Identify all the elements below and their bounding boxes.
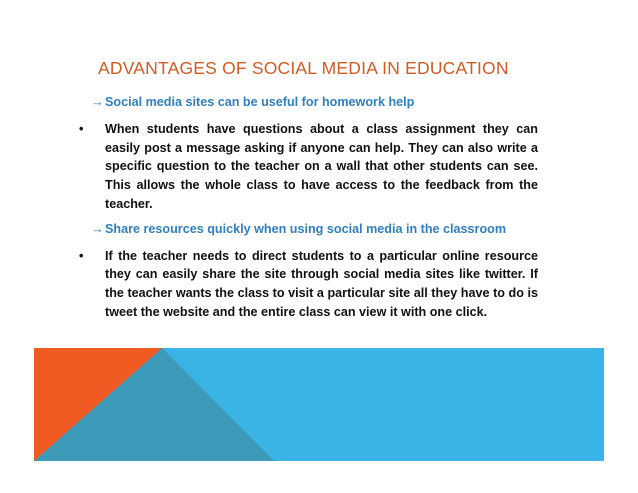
arrow-icon: → [91, 221, 104, 236]
bullet-icon: • [79, 121, 84, 136]
slide-title: ADVANTAGES OF SOCIAL MEDIA IN EDUCATION [98, 58, 509, 78]
section-heading-homework [91, 93, 538, 112]
bullet-paragraph-share-resources [79, 247, 538, 322]
bullet-text: When students have questions about a class assignment they can easily post a message asking if anyone can help. They can also write a specific question to the teacher on a wall that other students can see. This allows the whole class to have access to the feedback from the teacher. [105, 121, 538, 211]
decorative-footer-shapes [34, 348, 604, 461]
section-heading-text: Share resources quickly when using social media in the classroom [105, 221, 507, 236]
arrow-icon: → [91, 95, 104, 109]
bullet-icon: • [79, 248, 84, 263]
slide-content [79, 93, 538, 328]
bullet-text: If the teacher needs to direct students to a particular online resource they can easily share the site through social media sites like twitter. If the teacher wants the class to visit a particular site all they have to do is tweet the website and the entire class can view it with one click. [105, 248, 538, 319]
bullet-paragraph-homework [79, 120, 538, 214]
section-heading-text: Social media sites can be useful for homework help [105, 95, 415, 109]
section-heading-share-resources [91, 220, 538, 239]
